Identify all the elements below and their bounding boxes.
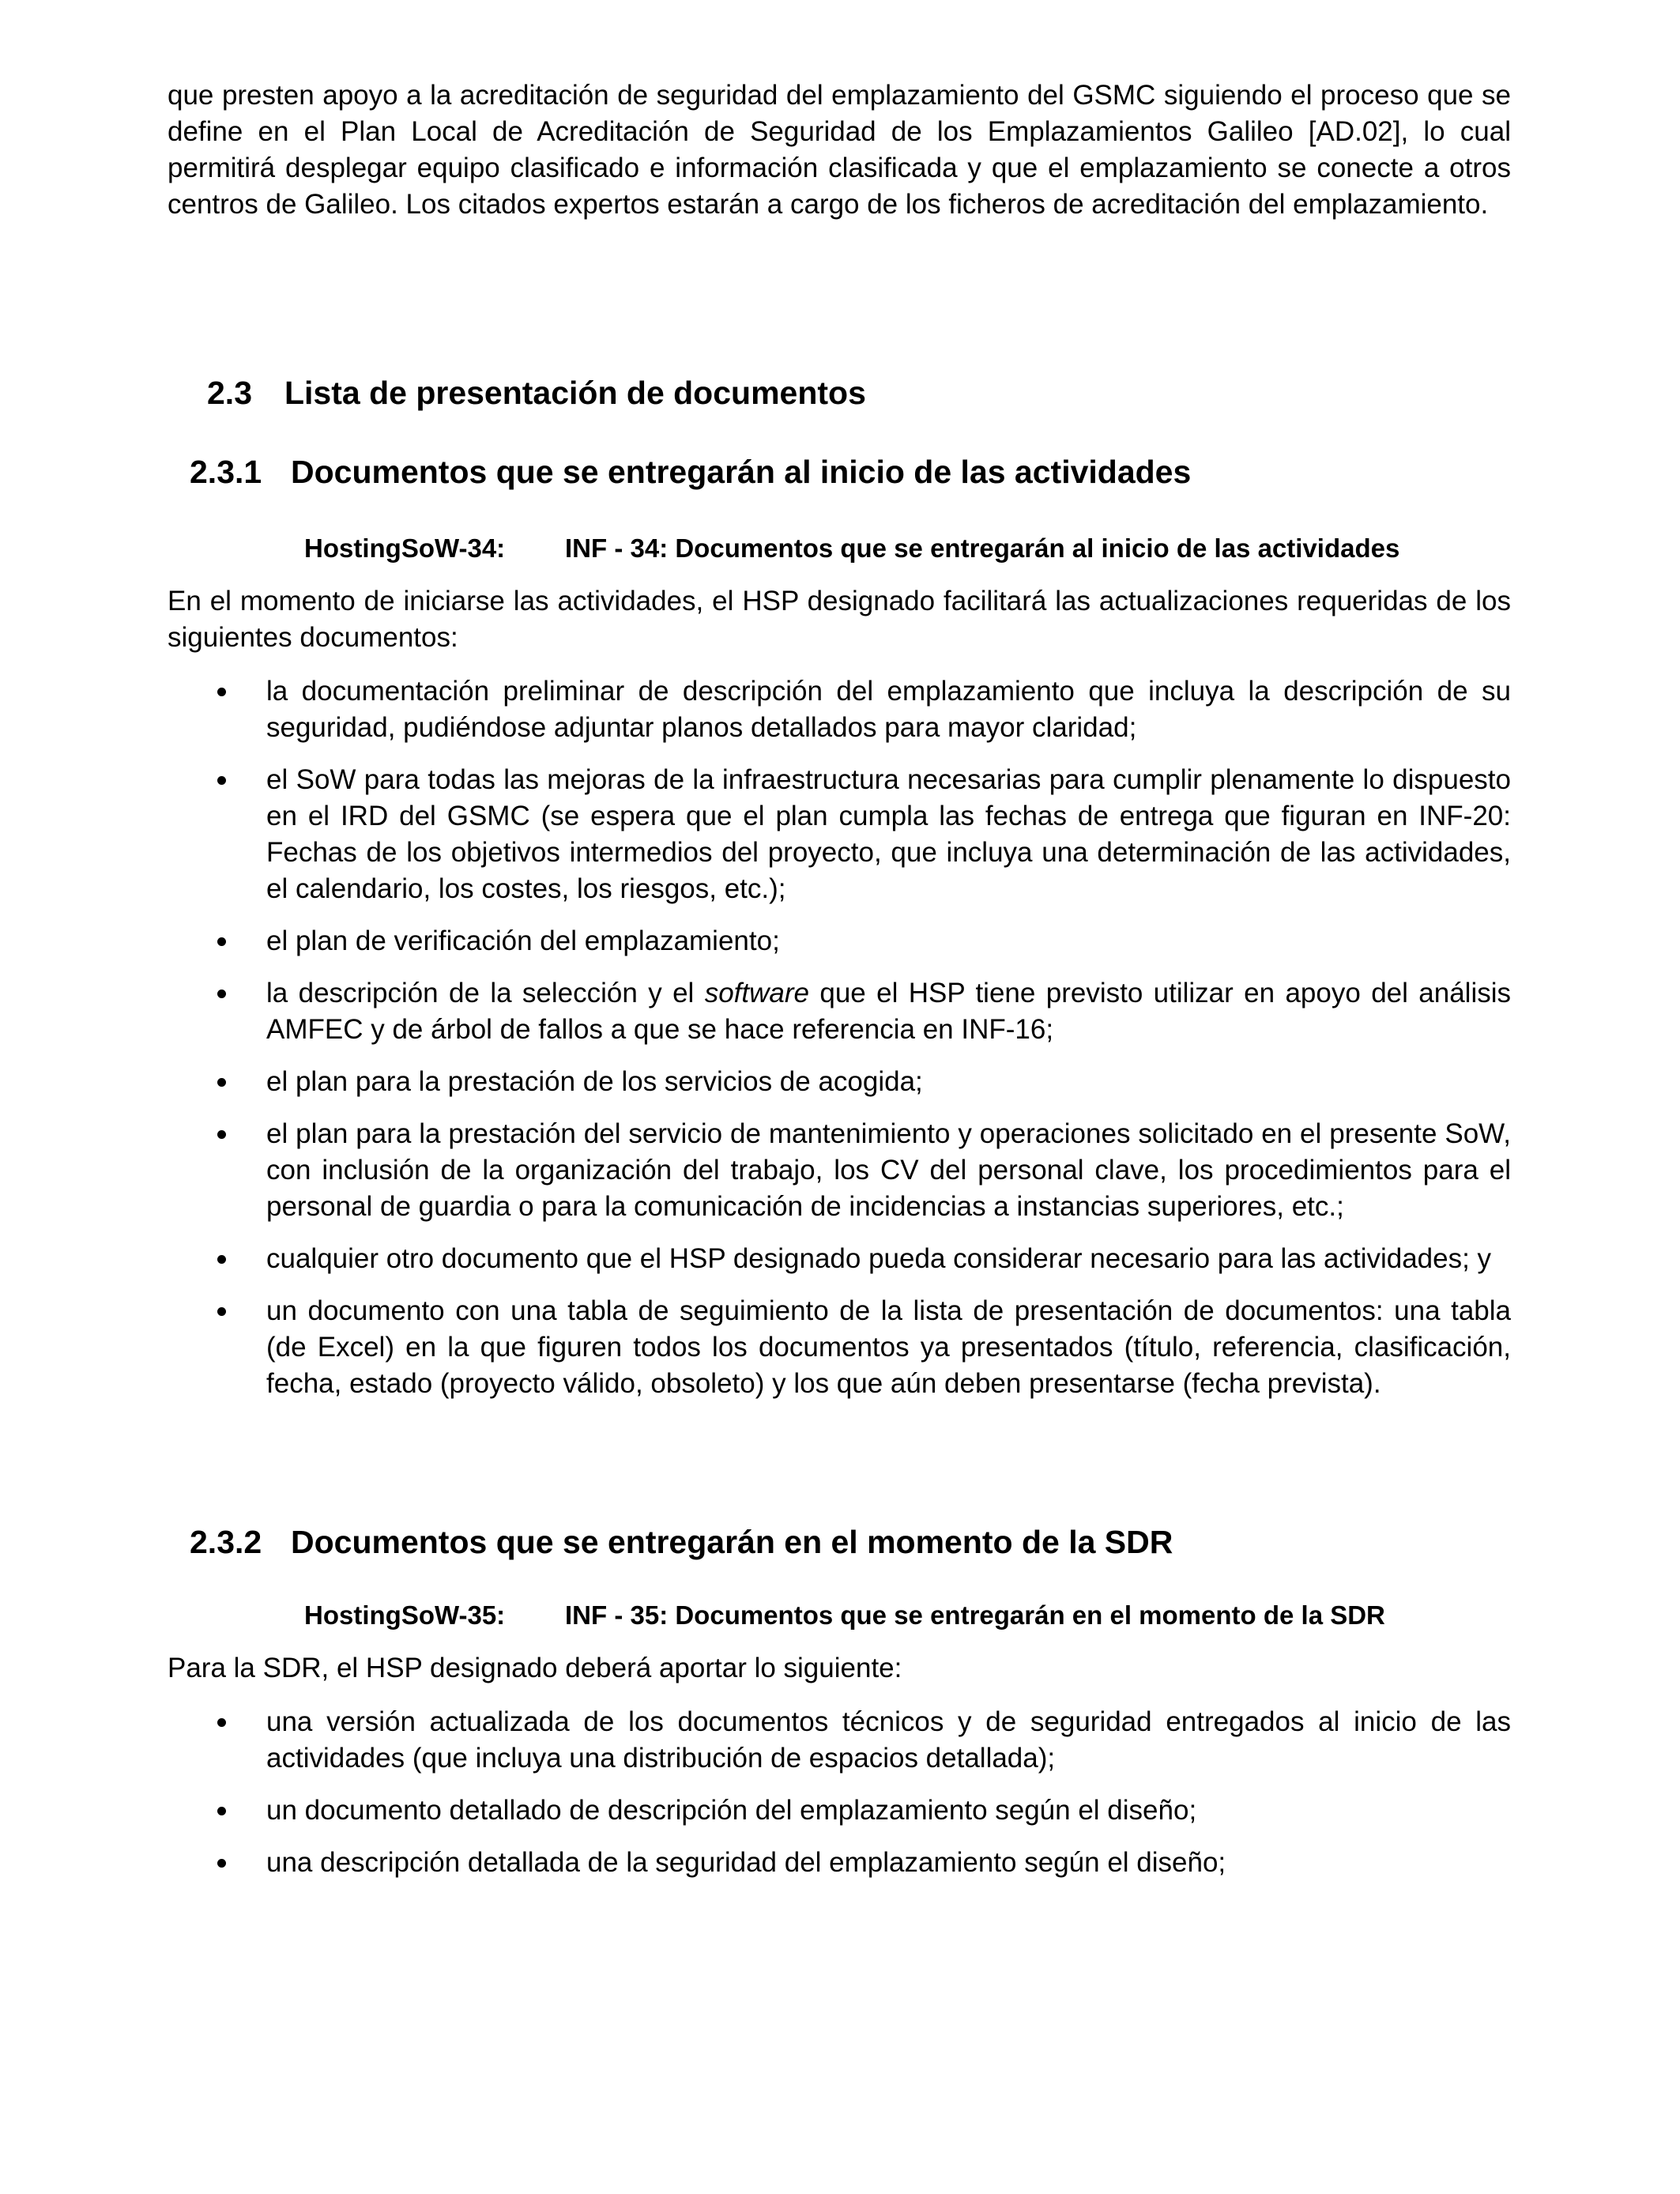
list-item: un documento con una tabla de seguimiento de la lista de presentación de documentos: una tabla (de Excel) en la que figuren todos los documentos ya presentados (título, referencia, clasificación, fecha, estado (proyecto válido, obsoleto) y los que aún deben presentarse (fecha prevista). xyxy=(168,1293,1511,1402)
section-2-3-2-title: Documentos que se entregarán en el momento de la SDR xyxy=(291,1524,1173,1560)
requirement-title: INF - 35: Documentos que se entregarán en el momento de la SDR xyxy=(565,1600,1385,1630)
bullet-icon xyxy=(217,1255,226,1264)
section-2-3-2-heading xyxy=(190,1522,1173,1562)
emphasis-software: software xyxy=(704,978,809,1008)
section-2-3-1-list xyxy=(168,673,1511,1402)
bullet-icon xyxy=(217,776,226,785)
bullet-icon xyxy=(217,937,226,946)
requirement-id: HostingSoW-34: xyxy=(304,533,506,563)
bullet-icon xyxy=(217,688,226,696)
bullet-icon xyxy=(217,1859,226,1868)
list-item-with-emphasis: la descripción de la selección y el software que el HSP tiene previsto utilizar en apoyo del análisis AMFEC y de árbol de fallos a que se hace referencia en INF-16; xyxy=(266,978,1511,1045)
intro-paragraph: que presten apoyo a la acreditación de seguridad del emplazamiento del GSMC siguiendo el proceso que se define en el Plan Local de Acreditación de Seguridad de los Emplazamientos Galileo [AD.02], lo cual permitirá desplegar equipo clasificado e información clasificada y que el emplazamiento se conecte a otros centros de Galileo. Los citados expertos estarán a cargo de los ficheros de acreditación del emplazamiento. xyxy=(168,80,1511,220)
bullet-icon xyxy=(217,1807,226,1815)
section-2-3-1-title: Documentos que se entregarán al inicio de las actividades xyxy=(291,454,1192,490)
section-2-3-number: 2.3 xyxy=(207,375,252,411)
section-2-3-1-heading xyxy=(190,452,1191,492)
list-item: el plan para la prestación del servicio de mantenimiento y operaciones solicitado en el presente SoW, con inclusión de la organización del trabajo, los CV del personal clave, los procedimientos para el personal de guardia o para la comunicación de incidencias a instancias superiores, etc.; xyxy=(168,1116,1511,1225)
list-item: el SoW para todas las mejoras de la infraestructura necesarias para cumplir plenamente lo dispuesto en el IRD del GSMC (se espera que el plan cumpla las fechas de entrega que figuran en INF-20: Fechas de los objetivos intermedios del proyecto, que incluya una determinación de las actividades, el calendario, los costes, los riesgos, etc.); xyxy=(168,762,1511,907)
list-item: cualquier otro documento que el HSP designado pueda considerar necesario para las actividades; y xyxy=(168,1241,1511,1277)
bullet-icon xyxy=(217,1307,226,1316)
section-2-3-1-number: 2.3.1 xyxy=(190,454,262,490)
section-2-3-2-list xyxy=(168,1704,1511,1881)
section-2-3-title: Lista de presentación de documentos xyxy=(284,375,866,411)
list-item: una descripción detallada de la seguridad del emplazamiento según el diseño; xyxy=(168,1845,1511,1881)
bullet-icon xyxy=(217,990,226,998)
requirement-hostingsow-34 xyxy=(304,531,1399,566)
list-item xyxy=(168,975,1511,1048)
bullet-icon xyxy=(217,1718,226,1727)
requirement-title: INF - 34: Documentos que se entregarán al inicio de las actividades xyxy=(565,533,1400,563)
section-2-3-heading xyxy=(207,373,866,413)
section-2-3-2-intro: Para la SDR, el HSP designado deberá aportar lo siguiente: xyxy=(168,1653,902,1683)
bullet-icon xyxy=(217,1130,226,1139)
list-item: una versión actualizada de los documentos técnicos y de seguridad entregados al inicio de las actividades (que incluya una distribución de espacios detallada); xyxy=(168,1704,1511,1777)
bullet-icon xyxy=(217,1078,226,1087)
section-2-3-1-body xyxy=(168,583,1511,1402)
intro-block xyxy=(168,77,1511,223)
section-2-3-2-body xyxy=(168,1650,1511,1881)
requirement-id: HostingSoW-35: xyxy=(304,1600,506,1630)
section-2-3-2-number: 2.3.2 xyxy=(190,1524,262,1560)
list-item: el plan de verificación del emplazamiento; xyxy=(168,923,1511,959)
list-item: la documentación preliminar de descripción del emplazamiento que incluya la descripción de su seguridad, pudiéndose adjuntar planos detallados para mayor claridad; xyxy=(168,673,1511,746)
list-item: el plan para la prestación de los servicios de acogida; xyxy=(168,1064,1511,1100)
requirement-hostingsow-35 xyxy=(304,1598,1385,1633)
section-2-3-1-intro: En el momento de iniciarse las actividades, el HSP designado facilitará las actualizaciones requeridas de los siguientes documentos: xyxy=(168,586,1511,653)
list-item: un documento detallado de descripción del emplazamiento según el diseño; xyxy=(168,1793,1511,1829)
